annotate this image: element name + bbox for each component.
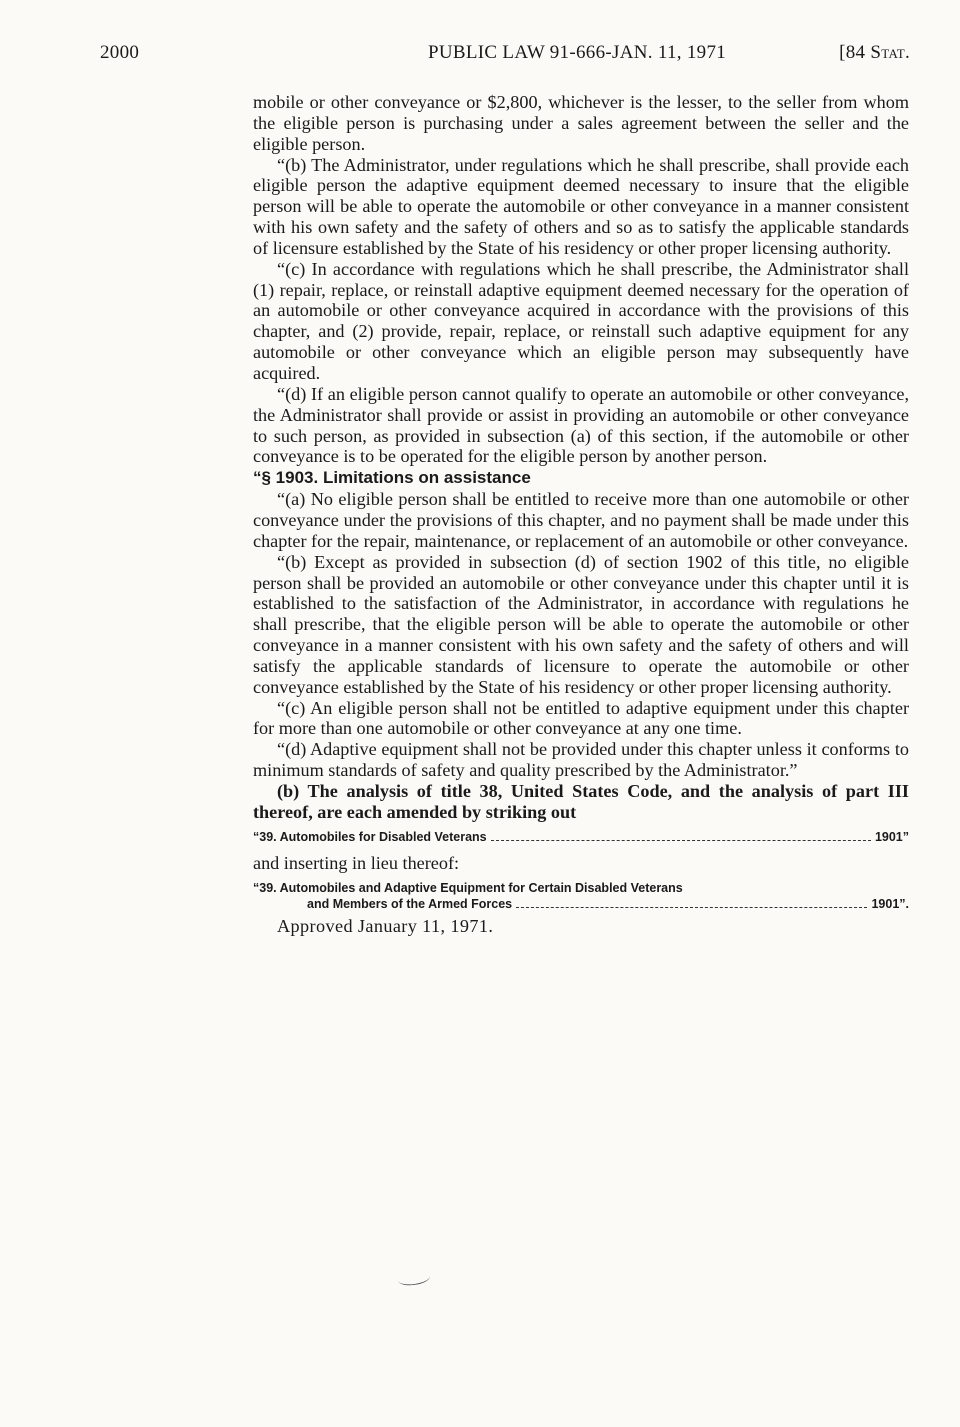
page-header (100, 42, 912, 72)
page-number: 2000 (100, 42, 140, 63)
running-title: PUBLIC LAW 91-666-JAN. 11, 1971 (428, 42, 727, 63)
section-paragraph-d: “(d) Adaptive equipment shall not be provided under this chapter unless it conforms to minimum standards of safety and quality prescribed by the Administrator.” (253, 739, 909, 781)
paragraph-continuation: mobile or other conveyance or $2,800, whichever is the lesser, to the seller from whom the eligible person is purchasing under a sales agreement between the seller and the eligible person. (253, 92, 909, 154)
stray-pen-mark (397, 1270, 430, 1287)
paragraph-d: “(d) If an eligible person cannot qualify to operate an automobile or other conveyance, the Administrator shall provide or assist in providing an automobile or other conveyance to such person, as provided in subsection (a) of this section, if the automobile or other conveyance is to be operated for the eligible person by another person. (253, 383, 909, 467)
toc-entry-old (253, 829, 909, 845)
dot-leader (516, 898, 867, 908)
toc-new-line1: “39. Automobiles and Adaptive Equipment for Certain Disabled Veterans (253, 880, 683, 895)
toc-old-number: 1901” (874, 829, 909, 844)
document-body (253, 92, 909, 936)
toc-new-line2: and Members of the Armed Forces (307, 896, 513, 911)
inserting-text: and inserting in lieu thereof: (253, 852, 460, 873)
paragraph-c: “(c) In accordance with regulations which he shall prescribe, the Administrator shall (1) repair, replace, or reinstall adaptive equipment deemed necessary for the operation of an automobile or other conveyance acquired in accordance with the provisions of this chapter, and (2) provide, repair, replace, or reinstall such adaptive equipment for any automobile or other conveyance which an eligible person may subsequently have acquired. (253, 258, 909, 383)
section-heading: “§ 1903. Limitations on assistance (253, 468, 531, 488)
toc-new-line2-row (253, 896, 909, 912)
amendment-paragraph: (b) The analysis of title 38, United States Code, and the analysis of part III thereof, are each amended by striking out (253, 781, 909, 822)
toc-new-number: 1901”. (871, 896, 909, 911)
approval-date: Approved January 11, 1971. (277, 915, 494, 936)
section-paragraph-c: “(c) An eligible person shall not be entitled to adaptive equipment under this chapter for more than one automobile or other conveyance at any one time. (253, 697, 909, 739)
statute-reference: [84 Stat. (839, 42, 910, 63)
toc-old-label: “39. Automobiles for Disabled Veterans (253, 829, 487, 844)
section-paragraph-a: “(a) No eligible person shall be entitled to receive more than one automobile or other conveyance under the provisions of this chapter, and no payment shall be made under this chapter for the repair, maintenance, or replacement of an automobile or other conveyance. (253, 489, 909, 551)
paragraph-b: “(b) The Administrator, under regulations which he shall prescribe, shall provide each eligible person the adaptive equipment deemed necessary to insure that the eligible person will be able to operate the automobile or other conveyance in a manner consistent with his own safety and the safety of others and so as to satisfy the applicable standards of licensure established by the State of his residency or other proper licensing authority. (253, 154, 909, 258)
toc-entry-new (253, 880, 909, 912)
dot-leader (491, 831, 871, 841)
section-paragraph-b: “(b) Except as provided in subsection (d) of section 1902 of this title, no eligible person shall be provided an automobile or other conveyance under this chapter until it is established to the satisfaction of the Administrator, in accordance with regulations he shall prescribe, that the eligible person will be able to operate the automobile or other conveyance in a manner consistent with his own safety and the safety of others and will satisfy the applicable standards of licensure to operate the automobile or other conveyance established by the State of his residency or other proper licensing authority. (253, 551, 909, 697)
